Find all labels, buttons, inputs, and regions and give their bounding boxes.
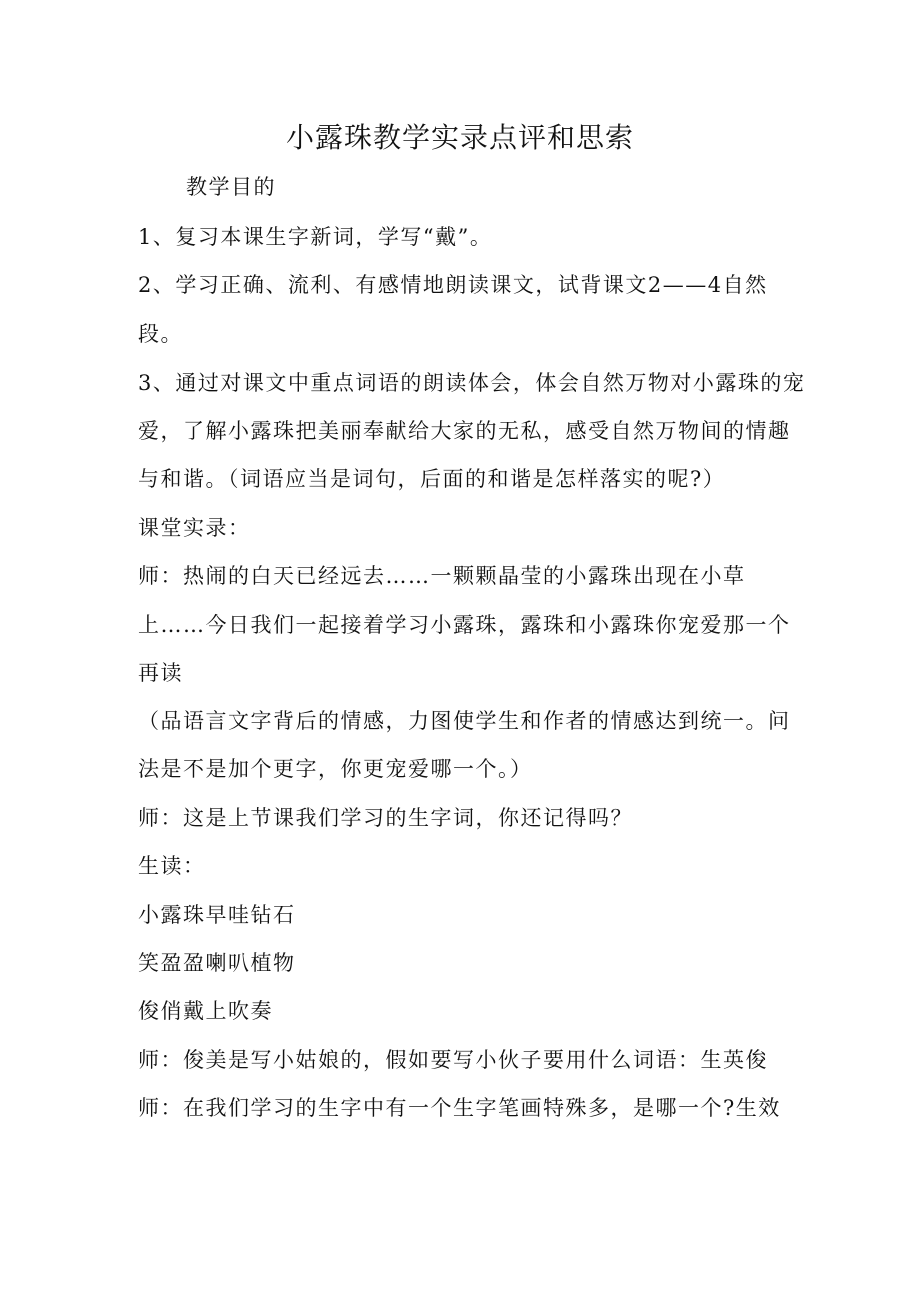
text-line-teacher-4: 师：在我们学习的生字中有一个生字笔画特殊多，是哪一个?生效 xyxy=(138,1096,781,1120)
text-line-teacher-2: 师：这是上节课我们学习的生字词，你还记得吗？ xyxy=(138,806,633,830)
document-title: 小露珠教学实录点评和思索 xyxy=(285,121,634,154)
text-line-teacher-3: 师：俊美是写小姑娘的，假如要写小伙子要用什么词语：生英俊 xyxy=(138,1048,768,1072)
text-line-teacher-1: 师：热闹的白天已经远去……一颗颗晶莹的小露珠出现在小草 xyxy=(138,564,746,588)
text-line-goal-1: 1、复习本课生字新词，学写“戴”。 xyxy=(138,225,493,249)
text-line-teacher-1-continued: 上……今日我们一起接着学习小露珠，露珠和小露珠你宠爱那一个 xyxy=(138,613,791,637)
text-line-goal-2: 2、学习正确、流利、有感情地朗读课文，试背课文2——4自然 xyxy=(138,273,768,297)
text-line-goal-2-continued: 段。 xyxy=(138,322,183,346)
text-line-goal-3-comment: 与和谐。（词语应当是词句，后面的和谐是怎样落实的呢?） xyxy=(138,467,726,491)
text-line-vocabulary-2: 笑盈盈喇叭植物 xyxy=(138,951,296,975)
text-line-teaching-goal-heading: 教学目的 xyxy=(186,175,276,199)
text-line-vocabulary-1: 小露珠早哇钻石 xyxy=(138,903,296,927)
text-line-vocabulary-3: 俊俏戴上吹奏 xyxy=(138,999,273,1023)
text-line-goal-3: 3、通过对课文中重点词语的朗读体会，体会自然万物对小露珠的宠 xyxy=(138,371,806,395)
text-line-read-again: 再读 xyxy=(138,661,183,685)
text-line-class-record-heading: 课堂实录： xyxy=(138,516,251,540)
text-line-comment-1: （品语言文字背后的情感，力图使学生和作者的情感达到统一。问 xyxy=(138,709,791,733)
text-line-comment-1-continued: 法是不是加个更字，你更宠爱哪一个。） xyxy=(138,757,533,781)
text-line-goal-3-continued: 爱，了解小露珠把美丽奉献给大家的无私，感受自然万物间的情趣 xyxy=(138,419,791,443)
text-line-student-reading: 生读： xyxy=(138,854,206,878)
